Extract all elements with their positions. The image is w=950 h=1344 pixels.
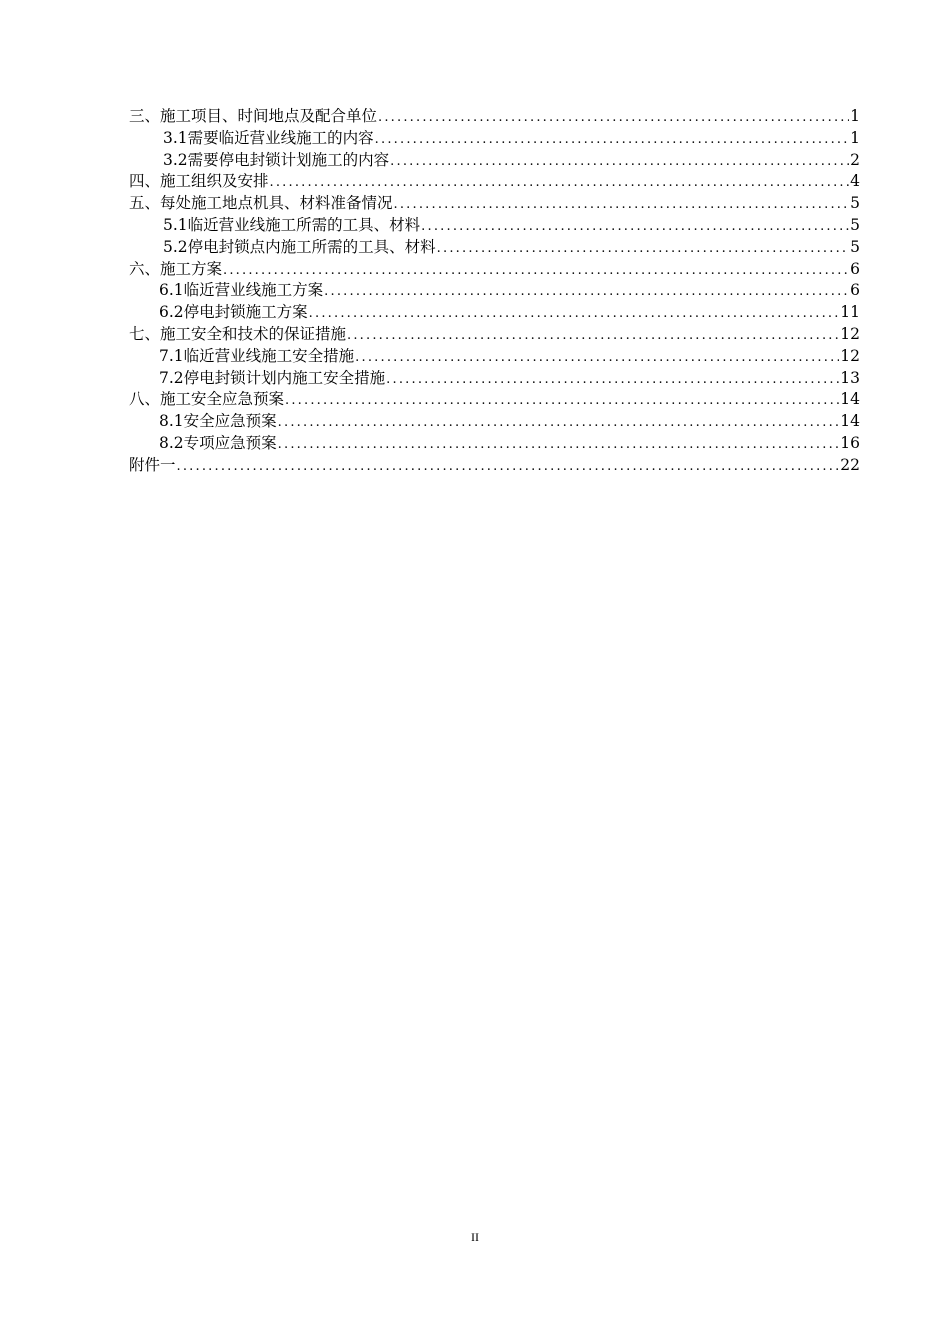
toc-entry-section-4[interactable] (129, 171, 860, 193)
toc-entry-title: 附件一 (129, 455, 176, 474)
toc-entry-section-8-1[interactable] (129, 411, 860, 433)
toc-entry-title: 5.1临近营业线施工所需的工具、材料 (163, 215, 421, 234)
toc-entry-section-5-1[interactable] (129, 215, 860, 237)
toc-entry-title: 五、每处施工地点机具、材料准备情况 (129, 194, 393, 213)
toc-entry-appendix-1[interactable] (129, 455, 860, 477)
toc-entry-page: 13 (840, 368, 860, 387)
toc-entry-page: 5 (850, 215, 860, 234)
toc-dot-leader (390, 151, 849, 173)
table-of-contents (129, 106, 860, 477)
toc-dot-leader (378, 107, 849, 129)
toc-dot-leader (270, 172, 850, 194)
toc-entry-title: 3.2需要停电封锁计划施工的内容 (163, 150, 390, 169)
toc-entry-page: 12 (840, 324, 860, 343)
toc-entry-section-3[interactable] (129, 106, 860, 128)
toc-entry-page: 2 (850, 150, 860, 169)
toc-entry-title: 七、施工安全和技术的保证措施 (129, 324, 347, 343)
toc-entry-title: 四、施工组织及安排 (129, 172, 269, 191)
toc-entry-section-5[interactable] (129, 193, 860, 215)
toc-entry-section-7-1[interactable] (129, 346, 860, 368)
toc-entry-section-3-1[interactable] (129, 128, 860, 150)
toc-entry-page: 1 (850, 128, 860, 147)
toc-dot-leader (223, 260, 849, 282)
page-number: II (471, 1230, 479, 1244)
toc-entry-section-8-2[interactable] (129, 433, 860, 455)
toc-entry-page: 1 (850, 107, 860, 125)
toc-entry-page: 12 (840, 346, 860, 365)
toc-dot-leader (355, 347, 839, 369)
toc-entry-page: 14 (840, 412, 860, 431)
toc-entry-title: 八、施工安全应急预案 (129, 390, 285, 409)
toc-dot-leader (375, 129, 849, 151)
toc-dot-leader (177, 456, 840, 478)
toc-entry-section-3-2[interactable] (129, 150, 860, 172)
toc-dot-leader (394, 194, 850, 216)
toc-dot-leader (421, 216, 849, 238)
toc-entry-page: 14 (840, 390, 860, 409)
toc-entry-title: 5.2停电封锁点内施工所需的工具、材料 (163, 237, 436, 256)
toc-entry-title: 7.1临近营业线施工安全措施 (159, 346, 355, 365)
toc-entry-page: 16 (840, 433, 860, 452)
toc-entry-page: 6 (850, 281, 860, 300)
toc-entry-title: 6.1临近营业线施工方案 (159, 281, 324, 300)
toc-entry-title: 6.2停电封锁施工方案 (159, 303, 308, 322)
toc-entry-section-6[interactable] (129, 259, 860, 281)
toc-entry-section-8[interactable] (129, 389, 860, 411)
toc-entry-title: 8.1安全应急预案 (159, 412, 277, 431)
toc-entry-title: 7.2停电封锁计划内施工安全措施 (159, 368, 386, 387)
toc-dot-leader (285, 390, 839, 412)
toc-entry-section-5-2[interactable] (129, 237, 860, 259)
toc-dot-leader (347, 325, 839, 347)
toc-dot-leader (386, 369, 839, 391)
toc-dot-leader (324, 281, 849, 303)
toc-dot-leader (437, 238, 849, 260)
toc-entry-section-7[interactable] (129, 324, 860, 346)
toc-entry-section-6-2[interactable] (129, 302, 860, 324)
toc-dot-leader (278, 412, 840, 434)
toc-dot-leader (278, 434, 840, 456)
toc-entry-page: 5 (850, 194, 860, 213)
toc-entry-page: 22 (840, 455, 860, 474)
toc-entry-page: 5 (850, 237, 860, 256)
toc-entry-section-6-1[interactable] (129, 280, 860, 302)
toc-entry-page: 4 (850, 172, 860, 191)
toc-entry-title: 三、施工项目、时间地点及配合单位 (129, 107, 378, 125)
toc-entry-page: 11 (840, 303, 860, 322)
toc-entry-section-7-2[interactable] (129, 368, 860, 390)
toc-entry-page: 6 (850, 259, 860, 278)
toc-dot-leader (309, 303, 840, 325)
toc-entry-title: 3.1需要临近营业线施工的内容 (163, 128, 374, 147)
toc-entry-title: 六、施工方案 (129, 259, 223, 278)
toc-entry-title: 8.2专项应急预案 (159, 433, 277, 452)
